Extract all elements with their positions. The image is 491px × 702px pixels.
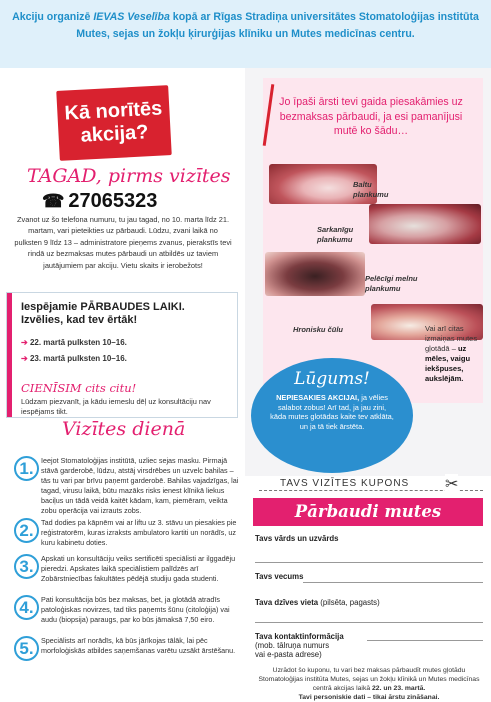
header-band <box>0 0 491 68</box>
visit-day-heading: Vizītes dienā <box>62 418 186 440</box>
grey-patch-photo <box>265 252 365 296</box>
pink-stripe <box>7 293 12 417</box>
phone-icon: ☎ <box>42 191 65 211</box>
coupon-fine-print: Uzrādot šo kuponu, tu vari bez maksas pārbaudīt mutes gļotādu Stomatoloģijas institūta Mutes, sejas un žokļu klīnikā un Mutes medicīnas centrā akcijas laikā 22. un 23. martā. Tavi personiskie dati – tikai ārstu zināšanai. <box>258 667 480 701</box>
coupon-label: TAVS VIZĪTES KUPONS <box>275 478 414 489</box>
step-text: Ieejot Stomatoloģijas institūtā, uzliec sejas masku. Pirmajā stāvā garderobē, lūdzu, atstāj virsdrēbes un uzvelc bahilas – tās tu vari par brīvu paņemt garderobē. Bahilas vajadzīgas, lai tagad, virusu laikā, būtu mazāks risks ienest klīnikā liekus baciļus un tādā veidā kaitēt kādam, kam, piemēram, veikta zobu operācija vai izrauts zobs. <box>41 456 239 515</box>
symptoms-heading: Jo īpaši ārsti tevi gaida piesakāmies uz bezmaksas pārbaudi, ja esi pamanījusi mutē ko šādu… <box>279 96 463 137</box>
contact-field[interactable]: Tava kontaktinformācija (mob. tālruņa numurs vai e-pasta adrese) <box>255 632 483 662</box>
other-changes-text: Vai arī citas izmaiņas mutes gļotādā – uz mēles, vaigu iekšpuses, aukslējām. <box>425 324 478 383</box>
time-slot-2: ➔ 23. martā pulksten 10–16. <box>21 354 127 363</box>
arrow-icon: ➔ <box>21 338 28 347</box>
exam-times-heading: Iespējamie PĀRBAUDES LAIKI. Izvēlies, kad tev ērtāk! <box>21 301 185 326</box>
tagad-heading: TAGAD, pirms vizītes <box>27 165 231 187</box>
step-number: 3. <box>14 554 39 579</box>
step-text: Tad dodies pa kāpnēm vai ar liftu uz 3. stāvu un piesakies pie reģistratorēm, kuras izraksts ambulatoro kartiti un norādīs, uz kuru kabinetu doties. <box>41 518 237 547</box>
name-field[interactable]: Tavs vārds un uzvārds <box>255 534 483 564</box>
intro-text: Zvanot uz šo telefona numuru, tu jau tagad, no 10. marta līdz 21. martam, vari pieteikties uz pārbaudi. Lūdzu, zvani laikā no pulksten 9 līdz 13 – administratore pieņems zvanus, pierakstīs tevi rindā uz bezmaksas mutes pārbaudi un atbildēs uz taviem jautājumiem par akciju. Vietu skaits ir ierobežots! <box>14 215 232 270</box>
phone-number[interactable]: ☎ 27065323 <box>42 190 158 212</box>
photo-label-3: Pelēcīgi melnu plankumu <box>365 274 418 293</box>
header-line-2: Mutes, sejas un žokļu ķirurģijas klīniku un Mutes medicīnas centru. <box>76 28 415 40</box>
request-heading: Lūgums! <box>294 369 370 389</box>
time-slot-1: ➔ 22. martā pulksten 10–16. <box>21 338 127 347</box>
photo-label-4: Hronisku čūlu <box>293 325 344 334</box>
red-patch-photo <box>369 204 481 244</box>
how-banner: Kā norītēs akcija? <box>56 85 172 161</box>
step-number: 2. <box>14 518 39 543</box>
place-field[interactable]: Tava dzīves vieta (pilsēta, pagasts) <box>255 598 483 626</box>
cancel-note: Lūdzam piezvanīt, ja kādu iemeslu dēļ uz konsultāciju nav iespējams tikt. <box>21 397 211 416</box>
step-number: 4. <box>14 595 39 620</box>
age-field[interactable]: Tavs vecums <box>255 572 483 594</box>
visit-coupon <box>245 476 491 700</box>
right-column <box>245 68 491 700</box>
scissors-icon: ✂ <box>445 476 459 493</box>
photo-label-1: Baltu plankumu <box>353 180 389 199</box>
step-number: 5. <box>14 636 39 661</box>
step-text: Speciālists arī norādīs, kā būs jārīkojas tālāk, lai pēc morfoloģiskās atbildes saņemšanas varētu uzsākt ārstēšanu. <box>41 636 236 655</box>
step-text: Pati konsultācija būs bez maksas, bet, ja glotādā atradīs patoloģiskas novirzes, tad tiks paņemts šūnu (citoloģija) vai audu (biopsija) paraugs, par ko būs jāmaksā 7,50 eiro. <box>41 595 230 624</box>
exam-times-box <box>6 292 238 418</box>
request-bubble <box>251 358 413 473</box>
arrow-icon: ➔ <box>21 354 28 363</box>
step-text: Apskati un konsultāciju veiks sertificēti speciālisti ar ilggadēju pieredzi. Apskates laikā speciālistiem palīdzēs arī Zobārstniecības fakultātes pēdējā studiju gada studenti. <box>41 554 236 583</box>
step-number: 1. <box>14 456 39 481</box>
ciensim-heading: CIENĪSIM cits citu! <box>21 381 137 395</box>
photo-label-2: Sarkanīgu plankumu <box>317 225 354 244</box>
left-column <box>0 68 245 700</box>
header-line-1: Akciju organizē IEVAS Veselība kopā ar Rīgas Stradiņa universitātes Stomatoloģijas institūta <box>12 11 479 23</box>
request-text: NEPIESAKIES AKCIJAI, ja vēlies salabot zobus! Arī tad, ja jau zini, kāda mutes glotādas kaite tev atklāta, un ja tā tiek ārstēta. <box>270 393 394 431</box>
coupon-banner: Pārbaudi mutes gļotādu! <box>253 498 483 526</box>
